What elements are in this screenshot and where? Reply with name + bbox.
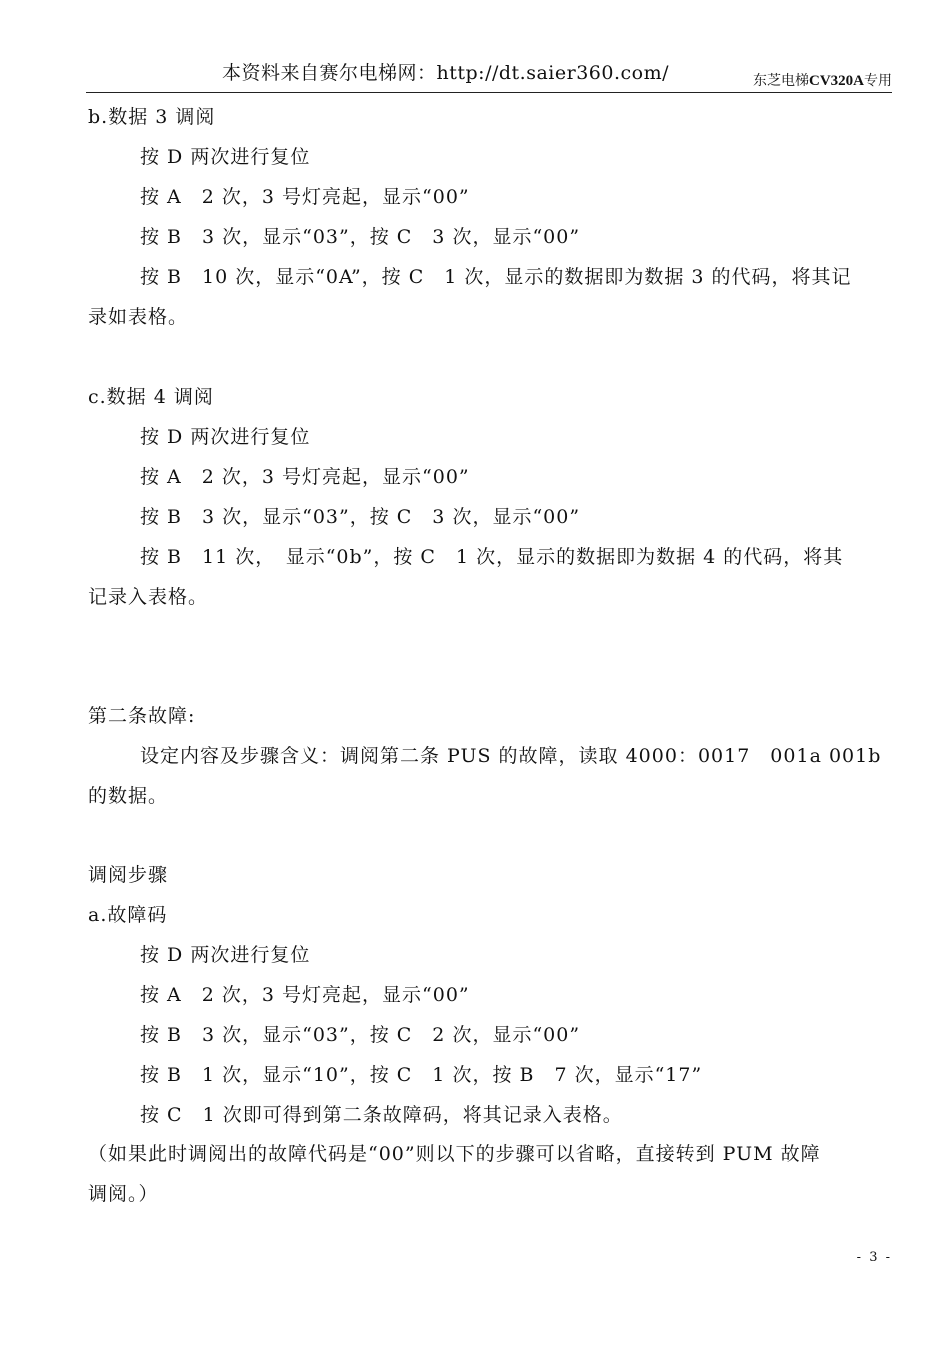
header-source-text: 本资料来自赛尔电梯网：http://dt.saier360.com/: [222, 62, 669, 84]
step-line: 按 B 1 次，显示“10”，按 C 1 次，按 B 7 次，显示“17”: [140, 1064, 703, 1086]
step-line: 按 B 3 次，显示“03”，按 C 2 次，显示“00”: [140, 1024, 581, 1046]
step-line: 按 B 10 次，显示“0A”，按 C 1 次，显示的数据即为数据 3 的代码，将其记: [140, 266, 852, 288]
step-line: 按 B 11 次， 显示“0b”，按 C 1 次，显示的数据即为数据 4 的代码，将其: [140, 546, 844, 568]
description-line: 设定内容及步骤含义：调阅第二条 PUS 的故障，读取 4000：0017 001a 001b: [140, 745, 882, 767]
subheading-fault-code: a.故障码: [88, 904, 168, 926]
page-number: - 3 -: [856, 1250, 892, 1265]
header-product-label: 东芝电梯CV320A专用: [753, 73, 892, 89]
subheading-steps: 调阅步骤: [88, 864, 169, 886]
section-heading-second-fault: 第二条故障:: [88, 705, 196, 727]
step-line-continued: 录如表格。: [88, 306, 189, 328]
header-divider: [86, 92, 892, 93]
note-line-continued: 调阅。）: [88, 1183, 159, 1205]
step-line: 按 A 2 次，3 号灯亮起，显示“00”: [140, 186, 470, 208]
step-line: 按 A 2 次，3 号灯亮起，显示“00”: [140, 466, 470, 488]
step-line: 按 D 两次进行复位: [140, 426, 311, 448]
step-line: 按 D 两次进行复位: [140, 944, 311, 966]
step-line: 按 B 3 次，显示“03”，按 C 3 次，显示“00”: [140, 226, 581, 248]
note-line: （如果此时调阅出的故障代码是“00”则以下的步骤可以省略，直接转到 PUM 故障: [88, 1143, 821, 1165]
section-heading-data3: b.数据 3 调阅: [88, 106, 216, 128]
step-line: 按 A 2 次，3 号灯亮起，显示“00”: [140, 984, 470, 1006]
step-line: 按 C 1 次即可得到第二条故障码，将其记录入表格。: [140, 1104, 623, 1126]
step-line-continued: 记录入表格。: [88, 586, 209, 608]
step-line: 按 B 3 次，显示“03”，按 C 3 次，显示“00”: [140, 506, 581, 528]
description-line-continued: 的数据。: [88, 785, 169, 807]
step-line: 按 D 两次进行复位: [140, 146, 311, 168]
section-heading-data4: c.数据 4 调阅: [88, 386, 214, 408]
